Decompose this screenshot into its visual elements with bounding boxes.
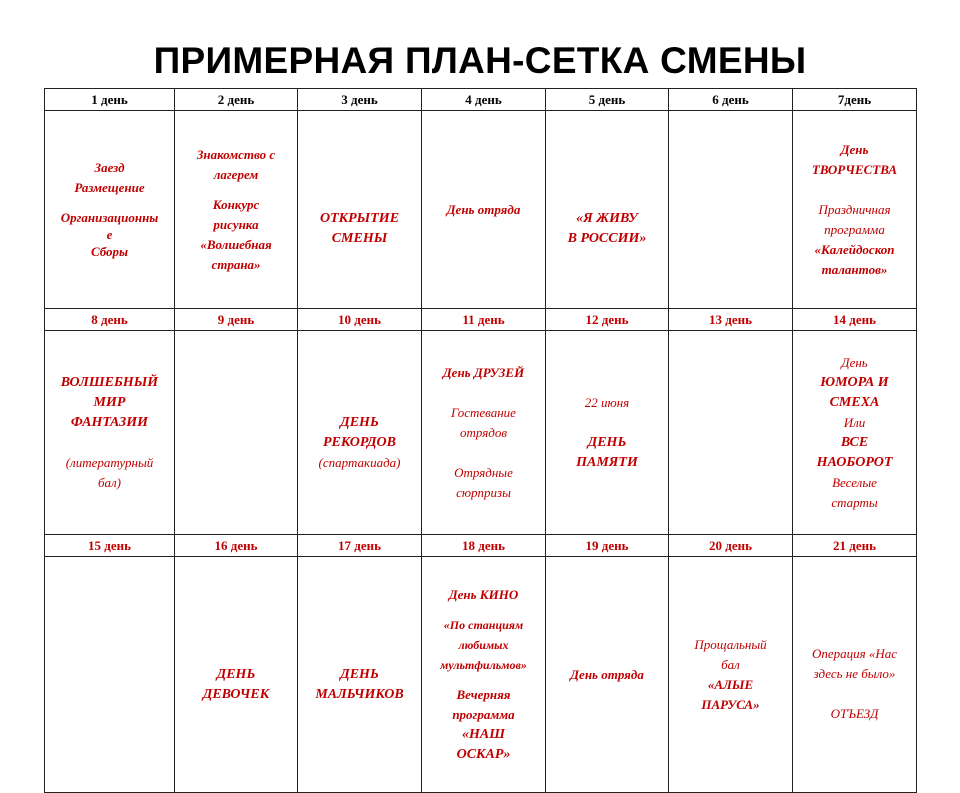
day16-line-2: ДЕВОЧЕК bbox=[202, 686, 270, 702]
week-1-content-row bbox=[45, 111, 917, 309]
day-cell-14 bbox=[793, 331, 917, 535]
day-header-5: 5 день bbox=[546, 89, 669, 111]
day11-line-3: отрядов bbox=[460, 424, 507, 440]
day1-line-5: Сборы bbox=[90, 243, 129, 259]
day8-line-5: бал) bbox=[97, 474, 122, 490]
day-header-12: 12 день bbox=[546, 309, 669, 331]
day8-line-2: МИР bbox=[93, 394, 126, 410]
day7-line-4: программа bbox=[824, 221, 885, 237]
day14-line-1: День bbox=[841, 354, 868, 370]
day-cell-7 bbox=[793, 111, 917, 309]
day1-line-2: Размещение bbox=[74, 179, 145, 195]
day11-line-1: День ДРУЗЕЙ bbox=[442, 364, 525, 380]
day2-line-1: Знакомство с bbox=[196, 146, 276, 162]
schedule-table bbox=[44, 88, 917, 793]
day20-line-2: бал bbox=[721, 656, 740, 672]
day1-line-1: Заезд bbox=[94, 159, 125, 175]
day14-line-8: старты bbox=[831, 494, 878, 510]
week-2-header-row bbox=[45, 309, 917, 331]
day14-line-3: СМЕХА bbox=[829, 394, 880, 410]
day2-line-5: «Волшебная bbox=[200, 236, 272, 252]
day14-line-6: НАОБОРОТ bbox=[816, 454, 893, 470]
day21-line-3: ОТЪЕЗД bbox=[830, 705, 879, 721]
day18-line-8: ОСКАР» bbox=[456, 746, 511, 762]
day-cell-9 bbox=[175, 331, 298, 535]
day-cell-19 bbox=[546, 557, 669, 793]
day7-line-3: Праздничная bbox=[818, 201, 891, 217]
day-header-10: 10 день bbox=[298, 309, 422, 331]
day18-line-1: День КИНО bbox=[448, 586, 519, 602]
day-header-17: 17 день bbox=[298, 535, 422, 557]
day20-line-1: Прощальный bbox=[694, 636, 767, 652]
day-cell-6 bbox=[669, 111, 793, 309]
day1-line-3: Организационны bbox=[60, 209, 159, 225]
day-cell-12 bbox=[546, 331, 669, 535]
day-cell-13 bbox=[669, 331, 793, 535]
day18-line-5: Вечерняя bbox=[456, 686, 511, 702]
week-3-content-row bbox=[45, 557, 917, 793]
day20-line-3: «АЛЫЕ bbox=[707, 676, 754, 692]
day3-line-2: СМЕНЫ bbox=[331, 230, 388, 246]
day-cell-16 bbox=[175, 557, 298, 793]
day4-line-1: День отряда bbox=[446, 201, 521, 217]
day-cell-3 bbox=[298, 111, 422, 309]
day-cell-4 bbox=[422, 111, 546, 309]
week-1-header-row bbox=[45, 89, 917, 111]
day-cell-20 bbox=[669, 557, 793, 793]
day1-line-4: е bbox=[106, 226, 113, 242]
day-header-19: 19 день bbox=[546, 535, 669, 557]
day17-line-2: МАЛЬЧИКОВ bbox=[315, 686, 404, 702]
day-header-16: 16 день bbox=[175, 535, 298, 557]
day18-line-2: «По станциям bbox=[443, 617, 524, 632]
day18-line-3: любимых bbox=[458, 637, 509, 652]
day5-line-1: «Я ЖИВУ bbox=[576, 210, 638, 226]
day20-line-4: ПАРУСА» bbox=[701, 696, 760, 712]
day-header-4: 4 день bbox=[422, 89, 546, 111]
day-header-9: 9 день bbox=[175, 309, 298, 331]
day-cell-17 bbox=[298, 557, 422, 793]
day2-line-4: рисунка bbox=[213, 216, 259, 232]
day-cell-2 bbox=[175, 111, 298, 309]
day-cell-8 bbox=[45, 331, 175, 535]
day12-line-3: ПАМЯТИ bbox=[576, 454, 638, 470]
day-header-20: 20 день bbox=[669, 535, 793, 557]
day8-line-1: ВОЛШЕБНЫЙ bbox=[60, 374, 159, 390]
day7-line-6: талантов» bbox=[821, 261, 888, 277]
day19-line-1: День отряда bbox=[570, 666, 644, 682]
day21-line-1: Операция «Нас bbox=[811, 645, 898, 661]
day-header-11: 11 день bbox=[422, 309, 546, 331]
day-header-7: 7день bbox=[793, 89, 917, 111]
day-cell-15 bbox=[45, 557, 175, 793]
day2-line-3: Конкурс bbox=[212, 196, 260, 212]
day10-line-2: РЕКОРДОВ bbox=[322, 434, 396, 450]
day21-line-2: здесь не было» bbox=[813, 665, 896, 681]
day-cell-5 bbox=[546, 111, 669, 309]
day-header-3: 3 день bbox=[298, 89, 422, 111]
day7-line-1: День bbox=[840, 141, 869, 157]
day10-line-1: ДЕНЬ bbox=[340, 414, 379, 430]
day16-line-1: ДЕНЬ bbox=[216, 666, 256, 682]
day2-line-2: лагерем bbox=[213, 166, 259, 182]
day8-line-4: (литературный bbox=[65, 454, 154, 470]
day14-line-2: ЮМОРА И bbox=[820, 374, 889, 390]
day12-line-2: ДЕНЬ bbox=[587, 434, 627, 450]
day-header-6: 6 день bbox=[669, 89, 793, 111]
day18-line-4: мультфильмов» bbox=[440, 657, 527, 672]
day17-line-1: ДЕНЬ bbox=[340, 666, 379, 682]
day7-line-2: ТВОРЧЕСТВА bbox=[811, 161, 898, 177]
day10-line-3: (спартакиада) bbox=[318, 454, 401, 470]
day-cell-1 bbox=[45, 111, 175, 309]
day11-line-5: сюрпризы bbox=[456, 484, 511, 500]
day12-line-1: 22 июня bbox=[584, 394, 630, 410]
day14-line-5: ВСЕ bbox=[840, 434, 869, 450]
day-header-2: 2 день bbox=[175, 89, 298, 111]
day-header-15: 15 день bbox=[45, 535, 175, 557]
day11-line-2: Гостевание bbox=[451, 404, 516, 420]
day-header-1: 1 день bbox=[45, 89, 175, 111]
day14-line-4: Или bbox=[843, 414, 866, 430]
week-3-header-row bbox=[45, 535, 917, 557]
day-cell-11 bbox=[422, 331, 546, 535]
day-header-14: 14 день bbox=[793, 309, 917, 331]
day-header-13: 13 день bbox=[669, 309, 793, 331]
day-cell-21 bbox=[793, 557, 917, 793]
day5-line-2: В РОССИИ» bbox=[567, 230, 647, 246]
day-cell-18 bbox=[422, 557, 546, 793]
day3-line-1: ОТКРЫТИЕ bbox=[319, 210, 400, 226]
day18-line-6: программа bbox=[452, 706, 515, 722]
day-header-18: 18 день bbox=[422, 535, 546, 557]
day18-line-7: «НАШ bbox=[462, 726, 505, 742]
page-title: ПРИМЕРНАЯ ПЛАН-СЕТКА СМЕНЫ bbox=[153, 40, 807, 81]
day14-line-7: Веселые bbox=[832, 474, 877, 490]
day7-line-5: «Калейдоскоп bbox=[814, 241, 895, 257]
day2-line-6: страна» bbox=[211, 256, 261, 272]
week-2-content-row bbox=[45, 331, 917, 535]
day11-line-4: Отрядные bbox=[454, 464, 513, 480]
day-header-21: 21 день bbox=[793, 535, 917, 557]
day-header-8: 8 день bbox=[45, 309, 175, 331]
day-cell-10 bbox=[298, 331, 422, 535]
day8-line-3: ФАНТАЗИИ bbox=[70, 414, 149, 430]
